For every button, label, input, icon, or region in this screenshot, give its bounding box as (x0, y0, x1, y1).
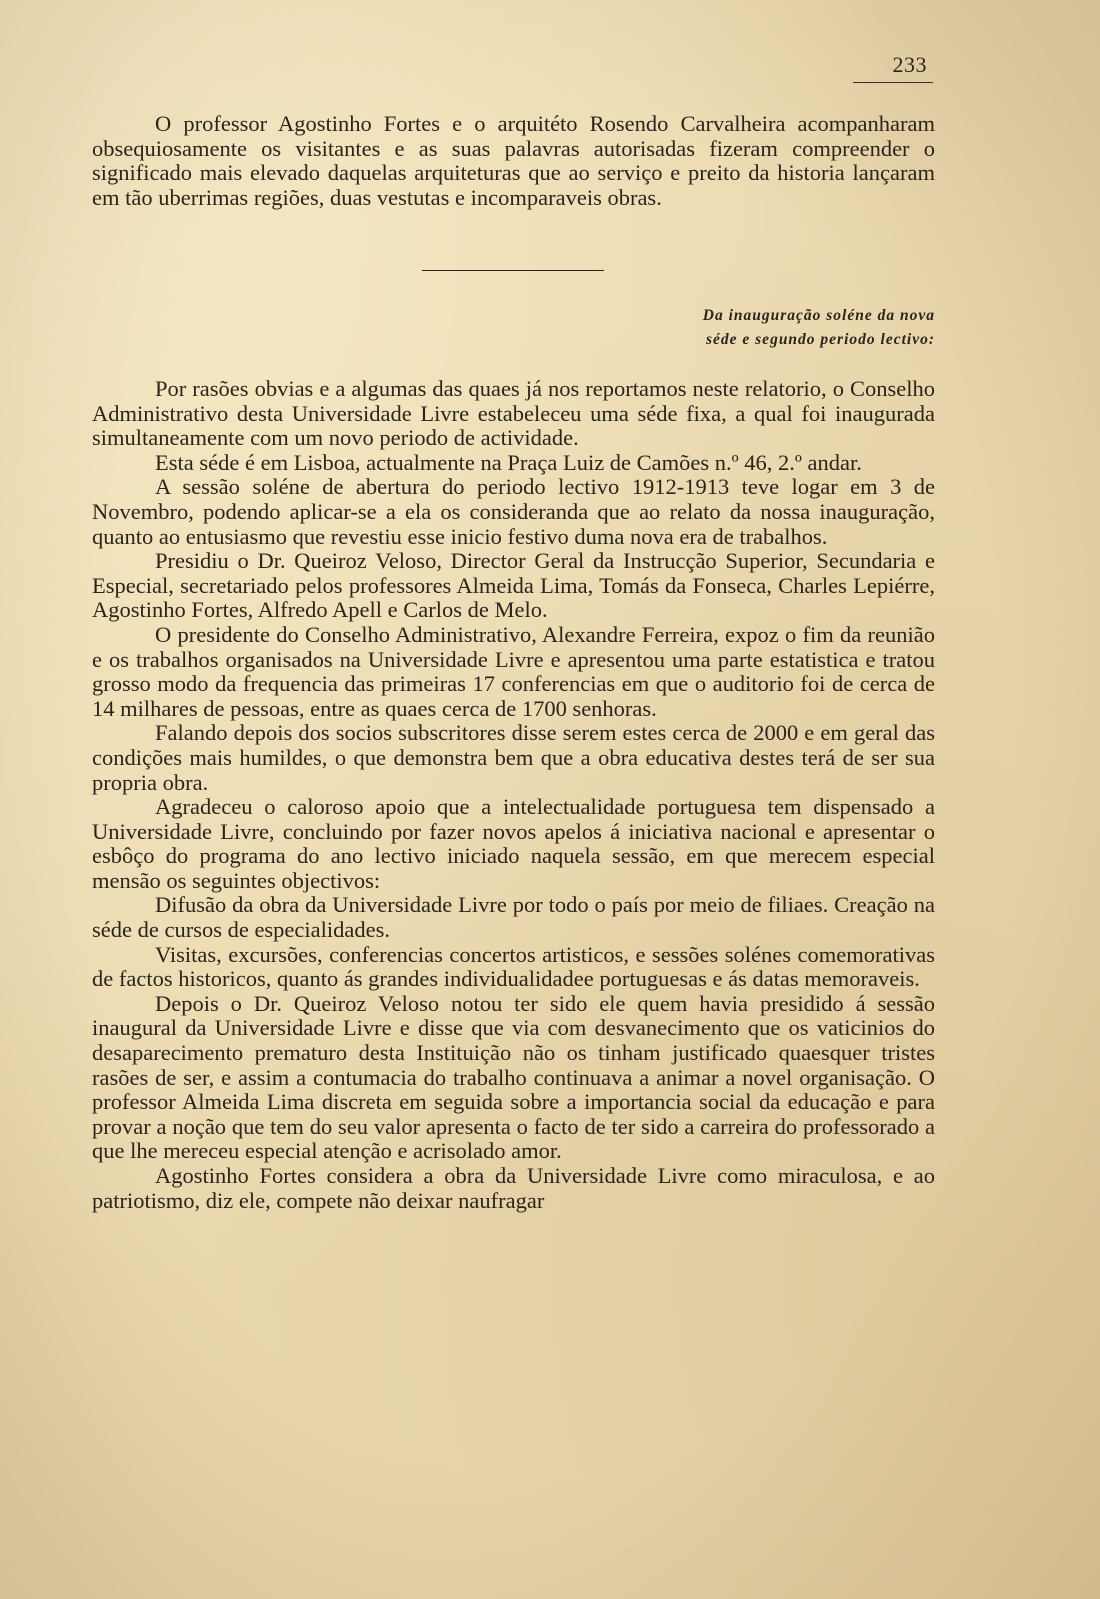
intro-section (92, 112, 935, 210)
paragraph: Agradeceu o caloroso apoio que a intelectualidade portuguesa tem dispensado a Universidade Livre, concluindo por fazer novos apelos á iniciativa nacional e apresentar o esbôço do programa do ano lectivo iniciado naquela sessão, em que merecem especial mensão os seguintes objectivos: (92, 794, 935, 893)
paragraph: A sessão soléne de abertura do periodo lectivo 1912-1913 teve logar em 3 de Novembro, podendo aplicar-se a ela os consideranda que ao relato da nossa inauguração, quanto ao entusiasmo que revestiu esse inicio festivo duma nova era de trabalhos. (92, 474, 935, 549)
section-heading (522, 304, 935, 352)
page-number-rule (853, 82, 933, 83)
paragraph: Visitas, excursões, conferencias concertos artisticos, e sessões solénes comemorativas de factos historicos, quanto ás grandes individualidadee portuguesas e ás datas memoraveis. (92, 941, 935, 992)
paragraph: Esta séde é em Lisboa, actualmente na Praça Luiz de Camões n.º 46, 2.º andar. (155, 449, 862, 475)
paragraph: O presidente do Conselho Administrativo, Alexandre Ferreira, expoz o fim da reunião e os trabalhos organisados na Universidade Livre e apresentou uma parte estatistica e tratou grosso modo da frequencia das primeiras 17 conferencias em que o auditorio foi de cerca de 14 milhares de pessoas, entre as quaes cerca de 1700 senhoras. (92, 621, 935, 721)
paragraph: Difusão da obra da Universidade Livre por todo o país por meio de filiaes. Creação na séde de cursos de especialidades. (92, 892, 935, 943)
paragraph: Presidiu o Dr. Queiroz Veloso, Director Geral da Instrucção Superior, Secundaria e Especial, secretariado pelos professores Almeida Lima, Tomás da Fonseca, Charles Lepiérre, Agostinho Fortes, Alfredo Apell e Carlos de Melo. (92, 548, 935, 623)
section-heading-line-2: séde e segundo periodo lectivo: (705, 331, 935, 348)
paragraph: Por rasões obvias e a algumas das quaes já nos reportamos neste relatorio, o Conselho Administrativo desta Universidade Livre estabeleceu uma séde fixa, a qual foi inaugurada simultaneamente com um novo periodo de actividade. (92, 376, 935, 451)
body-text (92, 377, 935, 1213)
paragraph: Agostinho Fortes considera a obra da Universidade Livre como miraculosa, e ao patriotismo, diz ele, compete não deixar naufragar (92, 1163, 935, 1213)
intro-paragraph: O professor Agostinho Fortes e o arquitéto Rosendo Carvalheira acompanharam obsequiosamente os visitantes e as suas palavras autorisadas fizeram compreender o significado mais elevado daquelas arquiteturas que ao serviço e preito da historia lançaram em tão uberrimas regiões, duas vestutas e incomparaveis obras. (92, 111, 935, 210)
section-separator (422, 270, 604, 271)
page-number: 233 (892, 52, 927, 77)
section-heading-line-1: Da inauguração soléne da nova (702, 307, 935, 324)
paragraph: Depois o Dr. Queiroz Veloso notou ter sido ele quem havia presidido á sessão inaugural da Universidade Livre e disse que via com desvanecimento que os vaticinios do desaparecimento prematuro desta Instituição não os tinham justificado quaesquer tristes rasões de ser, e assim a contumacia do trabalho continuava a animar a novel organisação. O professor Almeida Lima discreta em seguida sobre a importancia social da educação e para provar a noção que tem do seu valor apresenta o facto de ter sido a carreira do professorado a que lhe mereceu especial atenção e acrisolado amor. (92, 990, 935, 1164)
book-page (92, 44, 935, 1554)
paragraph: Falando depois dos socios subscritores disse serem estes cerca de 2000 e em geral das condições mais humildes, o que demonstra bem que a obra educativa destes terá de ser sua propria obra. (92, 720, 935, 795)
